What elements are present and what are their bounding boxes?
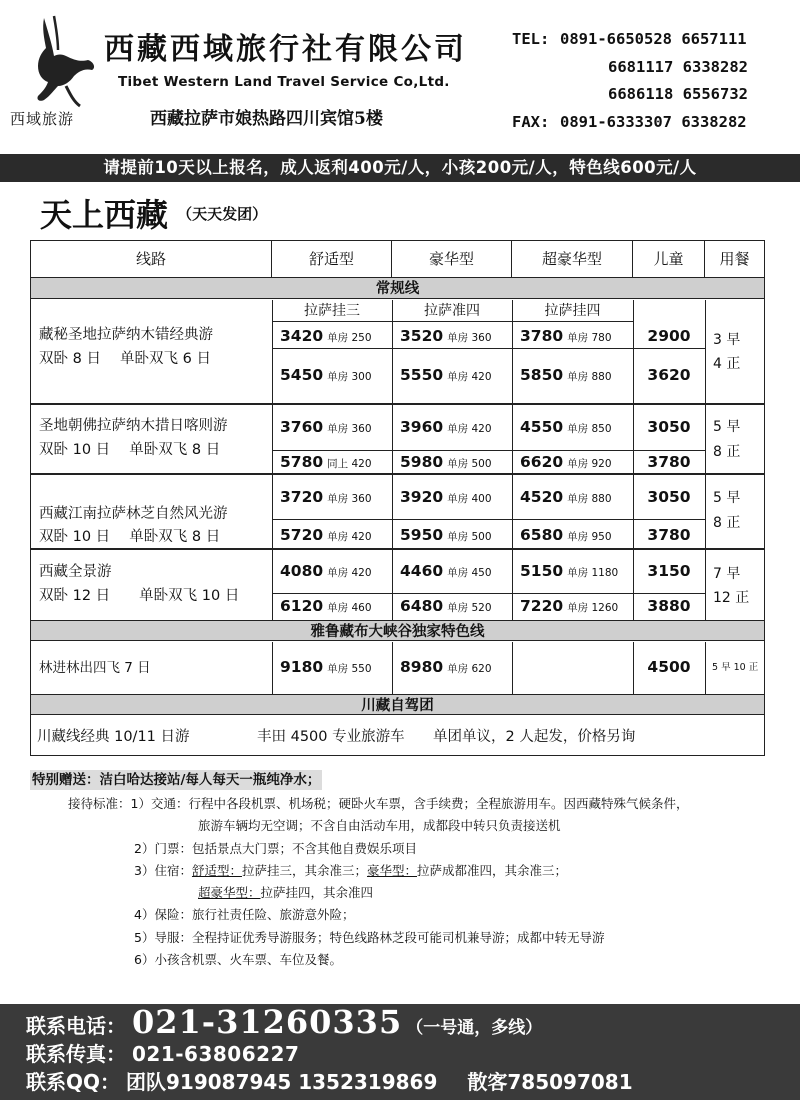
price-cell: 5780 同上 420 — [280, 453, 372, 471]
price-cell: 5850 单房 880 — [520, 366, 612, 384]
price-table — [30, 240, 765, 756]
tel-line-1: 0891-6650528 6657111 — [560, 30, 747, 48]
col-header-luxury: 豪华型 — [392, 241, 512, 278]
qq-label: 联系QQ： — [26, 1070, 121, 1094]
meal-lunch: 8 正 — [713, 515, 741, 531]
route-name-4: 西藏全景游 — [39, 564, 112, 580]
price-cell: 5950 单房 500 — [400, 526, 492, 544]
note-lodging-super: 超豪华型：拉萨挂四，其余准四 — [198, 885, 374, 901]
col-header-child: 儿童 — [633, 241, 705, 278]
footer-fax-row — [26, 1040, 299, 1068]
header — [0, 0, 800, 152]
note-child: 6）小孩含机票、火车票、车位及餐。 — [134, 952, 342, 968]
tel-label: TEL: — [512, 30, 550, 48]
hotel-level-luxury: 拉萨准四 — [424, 303, 480, 319]
page-subtitle: （天天发团） — [177, 204, 268, 223]
col-header-super-luxury: 超豪华型 — [512, 241, 633, 278]
child-price: 3880 — [647, 597, 691, 615]
child-price: 3620 — [647, 366, 691, 384]
child-price: 3150 — [647, 562, 691, 580]
meal-breakfast: 5 早 — [713, 419, 741, 435]
tel-line-3: 6686118 6556732 — [608, 85, 748, 103]
section-band-special: 雅鲁藏布大峡谷独家特色线 — [31, 620, 764, 641]
phone-label: 联系电话： — [26, 1014, 126, 1038]
price-cell: 4520 单房 880 — [520, 488, 612, 506]
footer-contact — [0, 1004, 800, 1100]
route-days-2: 双卧 10 日 单卧双飞 8 日 — [39, 442, 221, 458]
contact-block — [512, 26, 792, 136]
service-standards — [68, 793, 688, 971]
special-route-name: 林进林出四飞 7 日 — [39, 660, 151, 676]
meal-lunch: 8 正 — [713, 444, 741, 460]
route-days-1: 双卧 8 日 单卧双飞 6 日 — [39, 351, 211, 367]
section-band-regular: 常规线 — [31, 278, 764, 299]
page-title: 天上西藏 — [40, 196, 169, 234]
selfdrive-note: 单团单议，2 人起发，价格另询 — [433, 729, 636, 745]
price-cell: 4550 单房 850 — [520, 418, 612, 436]
price-cell: 9180 单房 550 — [280, 658, 372, 676]
hotel-level-super: 拉萨挂四 — [544, 303, 601, 319]
section-band-selfdrive: 川藏自驾团 — [31, 694, 764, 715]
qq-retail: 散客785097081 — [467, 1070, 633, 1094]
child-price: 3780 — [647, 526, 691, 544]
antelope-logo-icon — [14, 10, 98, 110]
price-cell: 4460 单房 450 — [400, 562, 492, 580]
meal-breakfast: 7 早 — [713, 566, 741, 582]
col-header-route: 线路 — [31, 241, 272, 278]
phone-number[interactable]: 021-31260335 — [132, 1003, 403, 1041]
child-price: 3780 — [647, 453, 691, 471]
col-header-meal: 用餐 — [705, 241, 764, 278]
meal-breakfast: 5 早 — [713, 490, 741, 506]
note-transport: 接待标准：1）交通：行程中各段机票、机场税；硬卧火车票，含手续费；全程旅游用车。因西藏特殊气候条件， — [68, 796, 689, 811]
hotel-level-comfort: 拉萨挂三 — [304, 303, 360, 319]
price-cell: 6480 单房 520 — [400, 597, 492, 615]
price-cell: 3780 单房 780 — [520, 327, 612, 345]
price-cell: 5150 单房 1180 — [520, 562, 619, 580]
tel-line-2: 6681117 6338282 — [608, 57, 748, 76]
price-cell: 5550 单房 420 — [400, 366, 492, 384]
price-cell: 3760 单房 360 — [280, 418, 372, 436]
route-days-3: 双卧 10 日 单卧双飞 8 日 — [39, 529, 221, 545]
price-cell: 6580 单房 950 — [520, 526, 612, 544]
child-price: 3050 — [647, 418, 691, 436]
price-cell: 3420 单房 250 — [280, 327, 372, 345]
qq-team: 团队919087945 1352319869 — [126, 1070, 438, 1094]
tel-row-3 — [512, 81, 792, 109]
footer-qq-row — [26, 1068, 633, 1096]
meal-breakfast: 3 早 — [713, 332, 741, 348]
child-price: 2900 — [647, 327, 691, 345]
route-days-4: 双卧 12 日 单卧双飞 10 日 — [39, 588, 240, 604]
route-name-3: 西藏江南拉萨林芝自然风光游 — [39, 506, 228, 522]
phone-note: （一号通，多线） — [406, 1018, 543, 1038]
note-insurance: 4）保险：旅行社责任险、旅游意外险； — [134, 907, 355, 923]
fax-label: FAX: — [512, 112, 550, 131]
logo-text: 西域旅游 — [10, 110, 75, 128]
tel-row — [512, 26, 792, 54]
special-meal: 5 早 10 正 — [712, 662, 759, 673]
price-cell: 3520 单房 360 — [400, 327, 492, 345]
child-price: 4500 — [647, 658, 691, 676]
price-cell: 4080 单房 420 — [280, 562, 372, 580]
company-address: 西藏拉萨市娘热路四川宾馆5楼 — [150, 109, 383, 129]
note-guide: 5）导服：全程持证优秀导游服务；特色线路林芝段可能司机兼导游；成都中转无导游 — [134, 929, 605, 945]
special-gift: 特别赠送：洁白哈达接站/每人每天一瓶纯净水； — [32, 772, 321, 788]
col-header-comfort: 舒适型 — [272, 241, 392, 278]
child-price: 3050 — [647, 488, 691, 506]
title-wrap — [40, 190, 267, 234]
price-cell: 3960 单房 420 — [400, 418, 492, 436]
tel-row-2 — [512, 54, 792, 82]
price-cell: 8980 单房 620 — [400, 658, 492, 676]
fax-label: 联系传真： — [26, 1042, 126, 1066]
company-name-cn: 西藏西域旅行社有限公司 — [104, 32, 467, 67]
meal-lunch: 4 正 — [713, 356, 741, 372]
route-name-2: 圣地朝佛拉萨纳木措日喀则游 — [39, 418, 228, 434]
price-cell: 3920 单房 400 — [400, 488, 492, 506]
price-cell: 6620 单房 920 — [520, 453, 612, 471]
selfdrive-car: 丰田 4500 专业旅游车 — [257, 729, 405, 745]
company-name-en: Tibet Western Land Travel Service Co,Ltd. — [118, 74, 450, 90]
fax-line: 0891-6333307 6338282 — [560, 112, 747, 131]
fax-number: 021-63806227 — [132, 1042, 300, 1066]
meal-lunch: 12 正 — [713, 590, 750, 606]
price-cell: 6120 单房 460 — [280, 597, 372, 615]
note-tickets: 2）门票：包括景点大门票；不含其他自费娱乐项目 — [134, 840, 417, 856]
note-transport-cont: 旅游车辆均无空调；不含自由活动车用，成都段中转只负责接送机 — [198, 818, 561, 834]
fax-row — [512, 109, 792, 137]
price-cell: 7220 单房 1260 — [520, 597, 619, 615]
price-cell: 5450 单房 300 — [280, 366, 372, 384]
selfdrive-route-name: 川藏线经典 10/11 日游 — [37, 729, 190, 745]
route-name-1: 藏秘圣地拉萨纳木错经典游 — [39, 327, 213, 343]
promo-bar: 请提前10天以上报名，成人返利400元/人，小孩200元/人，特色线600元/人 — [0, 154, 800, 182]
price-cell: 5720 单房 420 — [280, 526, 372, 544]
price-cell: 3720 单房 360 — [280, 488, 372, 506]
price-cell: 5980 单房 500 — [400, 453, 492, 471]
note-lodging: 3）住宿：舒适型：拉萨挂三，其余准三；豪华型：拉萨成都准四，其余准三； — [134, 862, 568, 878]
